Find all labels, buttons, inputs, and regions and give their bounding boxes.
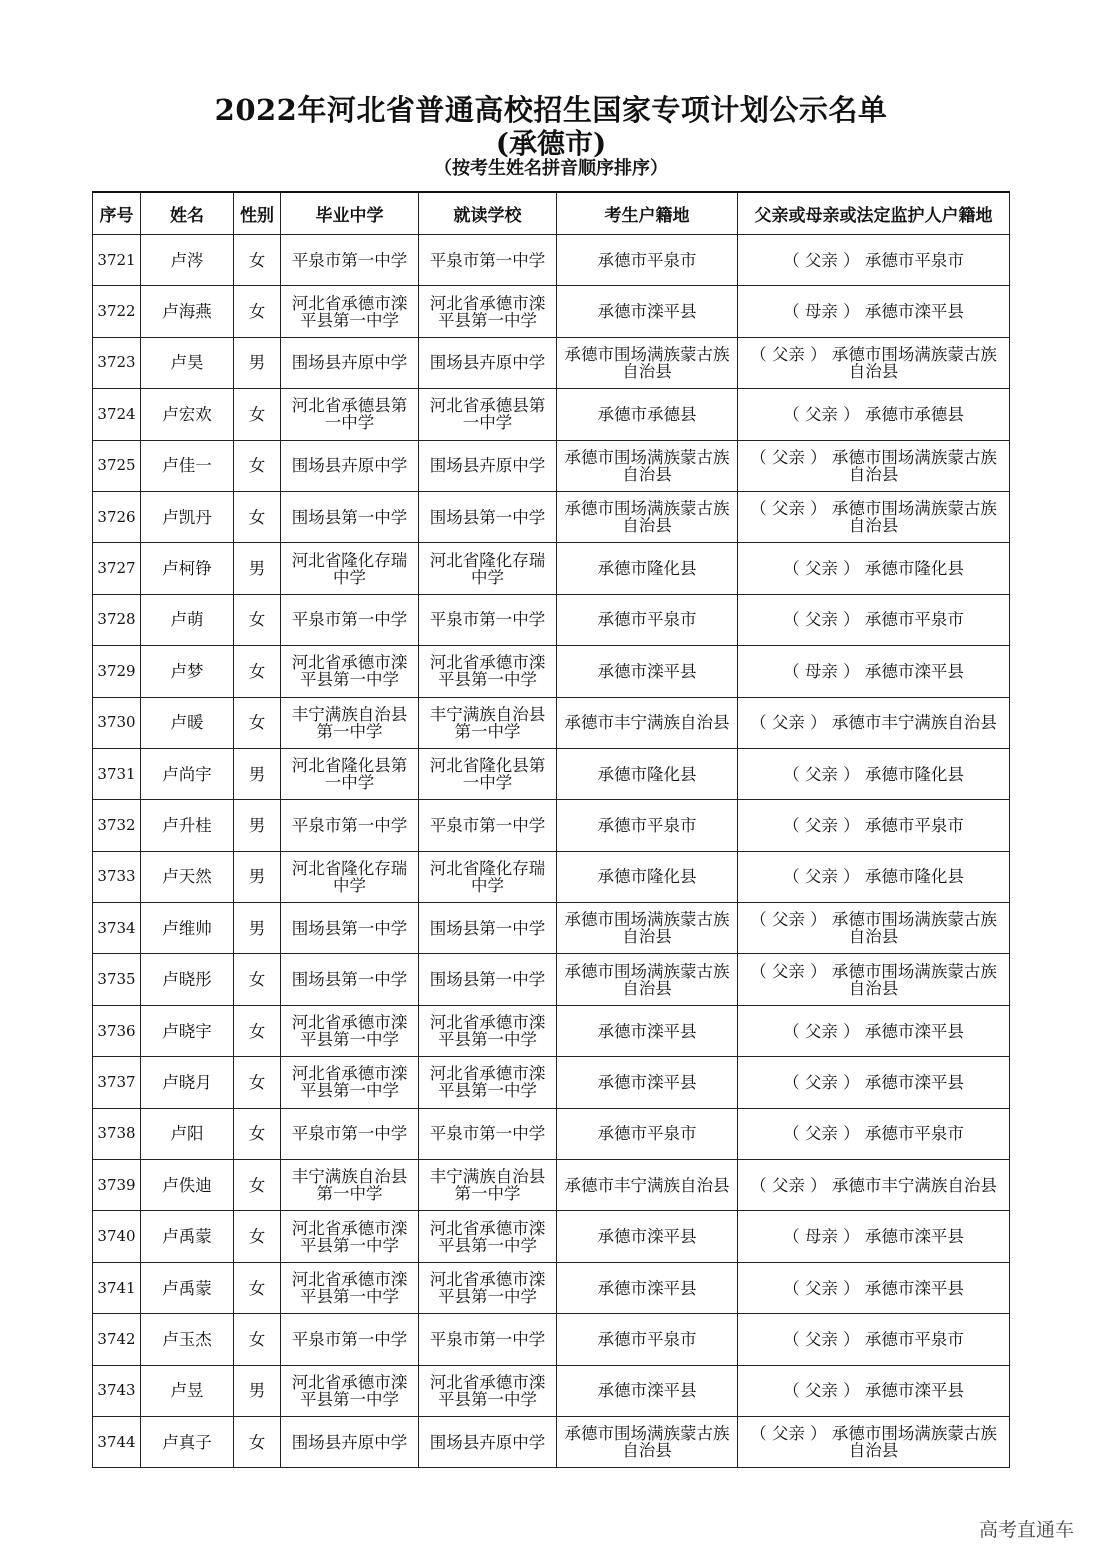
cell-current-school: 平泉市第一中学 — [419, 235, 557, 286]
cell-gender: 男 — [234, 1365, 281, 1416]
cell-current-school: 河北省承德市滦平县第一中学 — [419, 1005, 557, 1056]
cell-seq: 3733 — [93, 851, 141, 902]
table-row — [93, 235, 1010, 286]
cell-gender: 女 — [234, 491, 281, 542]
cell-gender: 女 — [234, 235, 281, 286]
cell-name: 卢涔 — [141, 235, 234, 286]
cell-seq: 3735 — [93, 954, 141, 1005]
cell-guardian-registration: （ 母亲 ） 承德市滦平县 — [738, 286, 1010, 337]
cell-graduation-school: 河北省隆化县第一中学 — [281, 748, 419, 799]
cell-gender: 女 — [234, 1057, 281, 1108]
cell-seq: 3741 — [93, 1262, 141, 1313]
table-row — [93, 1211, 1010, 1262]
cell-name: 卢梦 — [141, 646, 234, 697]
cell-household-registration: 承德市围场满族蒙古族自治县 — [557, 954, 738, 1005]
cell-current-school: 丰宁满族自治县第一中学 — [419, 697, 557, 748]
cell-current-school: 平泉市第一中学 — [419, 800, 557, 851]
cell-name: 卢佚迪 — [141, 1160, 234, 1211]
cell-gender: 女 — [234, 389, 281, 440]
cell-graduation-school: 河北省承德市滦平县第一中学 — [281, 286, 419, 337]
cell-household-registration: 承德市平泉市 — [557, 235, 738, 286]
cell-seq: 3728 — [93, 594, 141, 645]
header-household-registration: 考生户籍地 — [557, 192, 738, 235]
cell-graduation-school: 围场县第一中学 — [281, 954, 419, 1005]
cell-seq: 3722 — [93, 286, 141, 337]
cell-gender: 女 — [234, 1005, 281, 1056]
cell-gender: 女 — [234, 1416, 281, 1467]
cell-name: 卢晓彤 — [141, 954, 234, 1005]
table-row — [93, 1108, 1010, 1159]
cell-gender: 男 — [234, 543, 281, 594]
cell-graduation-school: 围场县第一中学 — [281, 903, 419, 954]
cell-graduation-school: 围场县第一中学 — [281, 491, 419, 542]
cell-graduation-school: 围场县卉原中学 — [281, 337, 419, 388]
cell-seq: 3737 — [93, 1057, 141, 1108]
cell-name: 卢昊 — [141, 337, 234, 388]
watermark: 高考直通车 — [978, 1519, 1074, 1541]
header-graduation-school: 毕业中学 — [281, 192, 419, 235]
header-name: 姓名 — [141, 192, 234, 235]
table-row — [93, 748, 1010, 799]
cell-graduation-school: 河北省承德市滦平县第一中学 — [281, 1365, 419, 1416]
cell-guardian-registration: （ 父亲 ） 承德市平泉市 — [738, 1314, 1010, 1365]
cell-household-registration: 承德市平泉市 — [557, 800, 738, 851]
table-row — [93, 903, 1010, 954]
cell-guardian-registration: （ 父亲 ） 承德市平泉市 — [738, 594, 1010, 645]
table-row — [93, 286, 1010, 337]
cell-current-school: 河北省承德市滦平县第一中学 — [419, 1262, 557, 1313]
header-row — [93, 192, 1010, 235]
cell-seq: 3742 — [93, 1314, 141, 1365]
cell-current-school: 丰宁满族自治县第一中学 — [419, 1160, 557, 1211]
cell-current-school: 围场县第一中学 — [419, 954, 557, 1005]
cell-current-school: 河北省承德市滦平县第一中学 — [419, 1057, 557, 1108]
cell-gender: 女 — [234, 697, 281, 748]
cell-seq: 3740 — [93, 1211, 141, 1262]
cell-household-registration: 承德市滦平县 — [557, 1365, 738, 1416]
cell-current-school: 河北省承德市滦平县第一中学 — [419, 286, 557, 337]
table-row — [93, 1416, 1010, 1467]
cell-household-registration: 承德市滦平县 — [557, 286, 738, 337]
cell-current-school: 河北省承德市滦平县第一中学 — [419, 646, 557, 697]
cell-name: 卢尚宇 — [141, 748, 234, 799]
cell-household-registration: 承德市平泉市 — [557, 1108, 738, 1159]
cell-guardian-registration: （ 父亲 ） 承德市隆化县 — [738, 851, 1010, 902]
cell-household-registration: 承德市平泉市 — [557, 594, 738, 645]
cell-guardian-registration: （ 父亲 ） 承德市丰宁满族自治县 — [738, 1160, 1010, 1211]
cell-current-school: 平泉市第一中学 — [419, 594, 557, 645]
cell-guardian-registration: （ 父亲 ） 承德市围场满族蒙古族自治县 — [738, 954, 1010, 1005]
table-body — [93, 235, 1010, 1468]
cell-current-school: 河北省承德市滦平县第一中学 — [419, 1211, 557, 1262]
table-row — [93, 491, 1010, 542]
cell-seq: 3739 — [93, 1160, 141, 1211]
cell-household-registration: 承德市滦平县 — [557, 646, 738, 697]
table-row — [93, 543, 1010, 594]
cell-guardian-registration: （ 父亲 ） 承德市平泉市 — [738, 800, 1010, 851]
cell-gender: 女 — [234, 1314, 281, 1365]
cell-name: 卢阳 — [141, 1108, 234, 1159]
cell-gender: 女 — [234, 594, 281, 645]
table-header — [93, 192, 1010, 235]
cell-name: 卢海燕 — [141, 286, 234, 337]
cell-gender: 女 — [234, 440, 281, 491]
cell-name: 卢凯丹 — [141, 491, 234, 542]
cell-gender: 男 — [234, 903, 281, 954]
table-row — [93, 954, 1010, 1005]
cell-graduation-school: 丰宁满族自治县第一中学 — [281, 697, 419, 748]
cell-name: 卢萌 — [141, 594, 234, 645]
cell-graduation-school: 围场县卉原中学 — [281, 1416, 419, 1467]
cell-name: 卢禹蒙 — [141, 1262, 234, 1313]
cell-guardian-registration: （ 母亲 ） 承德市滦平县 — [738, 1211, 1010, 1262]
cell-guardian-registration: （ 母亲 ） 承德市滦平县 — [738, 646, 1010, 697]
cell-graduation-school: 河北省承德市滦平县第一中学 — [281, 646, 419, 697]
cell-gender: 男 — [234, 337, 281, 388]
table-row — [93, 1314, 1010, 1365]
cell-seq: 3738 — [93, 1108, 141, 1159]
cell-name: 卢天然 — [141, 851, 234, 902]
table-row — [93, 851, 1010, 902]
cell-name: 卢维帅 — [141, 903, 234, 954]
cell-household-registration: 承德市隆化县 — [557, 748, 738, 799]
cell-graduation-school: 平泉市第一中学 — [281, 235, 419, 286]
table-row — [93, 594, 1010, 645]
cell-gender: 女 — [234, 1160, 281, 1211]
cell-guardian-registration: （ 父亲 ） 承德市平泉市 — [738, 1108, 1010, 1159]
cell-guardian-registration: （ 父亲 ） 承德市滦平县 — [738, 1262, 1010, 1313]
cell-gender: 男 — [234, 800, 281, 851]
cell-household-registration: 承德市滦平县 — [557, 1057, 738, 1108]
cell-household-registration: 承德市承德县 — [557, 389, 738, 440]
cell-name: 卢禹蒙 — [141, 1211, 234, 1262]
cell-gender: 女 — [234, 286, 281, 337]
table-row — [93, 1005, 1010, 1056]
cell-gender: 女 — [234, 1108, 281, 1159]
cell-seq: 3723 — [93, 337, 141, 388]
cell-guardian-registration: （ 父亲 ） 承德市隆化县 — [738, 543, 1010, 594]
table-row — [93, 646, 1010, 697]
cell-name: 卢晓宇 — [141, 1005, 234, 1056]
cell-name: 卢昱 — [141, 1365, 234, 1416]
table-row — [93, 800, 1010, 851]
sort-note: （按考生姓名拼音顺序排序） — [434, 158, 668, 179]
cell-graduation-school: 河北省隆化存瑞中学 — [281, 543, 419, 594]
cell-seq: 3725 — [93, 440, 141, 491]
cell-graduation-school: 平泉市第一中学 — [281, 594, 419, 645]
cell-graduation-school: 河北省隆化存瑞中学 — [281, 851, 419, 902]
cell-guardian-registration: （ 父亲 ） 承德市围场满族蒙古族自治县 — [738, 1416, 1010, 1467]
cell-graduation-school: 河北省承德市滦平县第一中学 — [281, 1005, 419, 1056]
cell-current-school: 围场县卉原中学 — [419, 440, 557, 491]
cell-household-registration: 承德市隆化县 — [557, 851, 738, 902]
document-title: 2022年河北省普通高校招生国家专项计划公示名单 — [214, 93, 888, 127]
header-guardian-registration: 父亲或母亲或法定监护人户籍地 — [738, 192, 1010, 235]
cell-current-school: 河北省隆化存瑞中学 — [419, 851, 557, 902]
cell-seq: 3724 — [93, 389, 141, 440]
cell-current-school: 河北省承德市滦平县第一中学 — [419, 1365, 557, 1416]
header-current-school: 就读学校 — [419, 192, 557, 235]
cell-household-registration: 承德市围场满族蒙古族自治县 — [557, 903, 738, 954]
cell-graduation-school: 河北省承德县第一中学 — [281, 389, 419, 440]
cell-current-school: 围场县第一中学 — [419, 491, 557, 542]
cell-current-school: 围场县卉原中学 — [419, 1416, 557, 1467]
roster-table — [92, 191, 1010, 1468]
cell-graduation-school: 平泉市第一中学 — [281, 800, 419, 851]
cell-seq: 3732 — [93, 800, 141, 851]
cell-household-registration: 承德市围场满族蒙古族自治县 — [557, 337, 738, 388]
cell-guardian-registration: （ 父亲 ） 承德市滦平县 — [738, 1005, 1010, 1056]
cell-guardian-registration: （ 父亲 ） 承德市滦平县 — [738, 1365, 1010, 1416]
cell-graduation-school: 河北省承德市滦平县第一中学 — [281, 1211, 419, 1262]
cell-guardian-registration: （ 父亲 ） 承德市隆化县 — [738, 748, 1010, 799]
cell-seq: 3731 — [93, 748, 141, 799]
cell-household-registration: 承德市丰宁满族自治县 — [557, 1160, 738, 1211]
cell-name: 卢佳一 — [141, 440, 234, 491]
cell-household-registration: 承德市滦平县 — [557, 1211, 738, 1262]
cell-household-registration: 承德市滦平县 — [557, 1005, 738, 1056]
table-row — [93, 337, 1010, 388]
cell-household-registration: 承德市滦平县 — [557, 1262, 738, 1313]
cell-household-registration: 承德市平泉市 — [557, 1314, 738, 1365]
header-gender: 性别 — [234, 192, 281, 235]
cell-household-registration: 承德市丰宁满族自治县 — [557, 697, 738, 748]
cell-current-school: 河北省隆化县第一中学 — [419, 748, 557, 799]
cell-graduation-school: 平泉市第一中学 — [281, 1314, 419, 1365]
cell-graduation-school: 河北省承德市滦平县第一中学 — [281, 1057, 419, 1108]
cell-guardian-registration: （ 父亲 ） 承德市丰宁满族自治县 — [738, 697, 1010, 748]
cell-name: 卢柯铮 — [141, 543, 234, 594]
table-row — [93, 440, 1010, 491]
table-row — [93, 1365, 1010, 1416]
cell-guardian-registration: （ 父亲 ） 承德市围场满族蒙古族自治县 — [738, 491, 1010, 542]
cell-seq: 3729 — [93, 646, 141, 697]
cell-name: 卢真子 — [141, 1416, 234, 1467]
cell-gender: 女 — [234, 646, 281, 697]
table-row — [93, 697, 1010, 748]
document-subtitle: (承德市) — [495, 127, 607, 160]
cell-household-registration: 承德市围场满族蒙古族自治县 — [557, 1416, 738, 1467]
cell-graduation-school: 丰宁满族自治县第一中学 — [281, 1160, 419, 1211]
cell-current-school: 河北省隆化存瑞中学 — [419, 543, 557, 594]
cell-current-school: 平泉市第一中学 — [419, 1108, 557, 1159]
cell-graduation-school: 平泉市第一中学 — [281, 1108, 419, 1159]
cell-current-school: 围场县卉原中学 — [419, 337, 557, 388]
cell-name: 卢玉杰 — [141, 1314, 234, 1365]
cell-seq: 3721 — [93, 235, 141, 286]
cell-household-registration: 承德市隆化县 — [557, 543, 738, 594]
cell-current-school: 围场县第一中学 — [419, 903, 557, 954]
cell-name: 卢晓月 — [141, 1057, 234, 1108]
cell-seq: 3736 — [93, 1005, 141, 1056]
cell-gender: 男 — [234, 748, 281, 799]
cell-guardian-registration: （ 父亲 ） 承德市围场满族蒙古族自治县 — [738, 903, 1010, 954]
cell-guardian-registration: （ 父亲 ） 承德市围场满族蒙古族自治县 — [738, 440, 1010, 491]
cell-graduation-school: 河北省承德市滦平县第一中学 — [281, 1262, 419, 1313]
cell-current-school: 平泉市第一中学 — [419, 1314, 557, 1365]
cell-name: 卢暖 — [141, 697, 234, 748]
cell-household-registration: 承德市围场满族蒙古族自治县 — [557, 440, 738, 491]
table-row — [93, 389, 1010, 440]
cell-gender: 女 — [234, 1262, 281, 1313]
header-seq: 序号 — [93, 192, 141, 235]
cell-seq: 3743 — [93, 1365, 141, 1416]
cell-guardian-registration: （ 父亲 ） 承德市承德县 — [738, 389, 1010, 440]
cell-gender: 女 — [234, 954, 281, 1005]
table-row — [93, 1262, 1010, 1313]
table-row — [93, 1057, 1010, 1108]
cell-graduation-school: 围场县卉原中学 — [281, 440, 419, 491]
cell-gender: 男 — [234, 851, 281, 902]
cell-seq: 3744 — [93, 1416, 141, 1467]
cell-guardian-registration: （ 父亲 ） 承德市平泉市 — [738, 235, 1010, 286]
cell-name: 卢宏欢 — [141, 389, 234, 440]
cell-current-school: 河北省承德县第一中学 — [419, 389, 557, 440]
cell-name: 卢升桂 — [141, 800, 234, 851]
cell-household-registration: 承德市围场满族蒙古族自治县 — [557, 491, 738, 542]
cell-seq: 3734 — [93, 903, 141, 954]
cell-guardian-registration: （ 父亲 ） 承德市滦平县 — [738, 1057, 1010, 1108]
table-row — [93, 1160, 1010, 1211]
cell-seq: 3730 — [93, 697, 141, 748]
cell-guardian-registration: （ 父亲 ） 承德市围场满族蒙古族自治县 — [738, 337, 1010, 388]
cell-seq: 3726 — [93, 491, 141, 542]
cell-gender: 女 — [234, 1211, 281, 1262]
cell-seq: 3727 — [93, 543, 141, 594]
